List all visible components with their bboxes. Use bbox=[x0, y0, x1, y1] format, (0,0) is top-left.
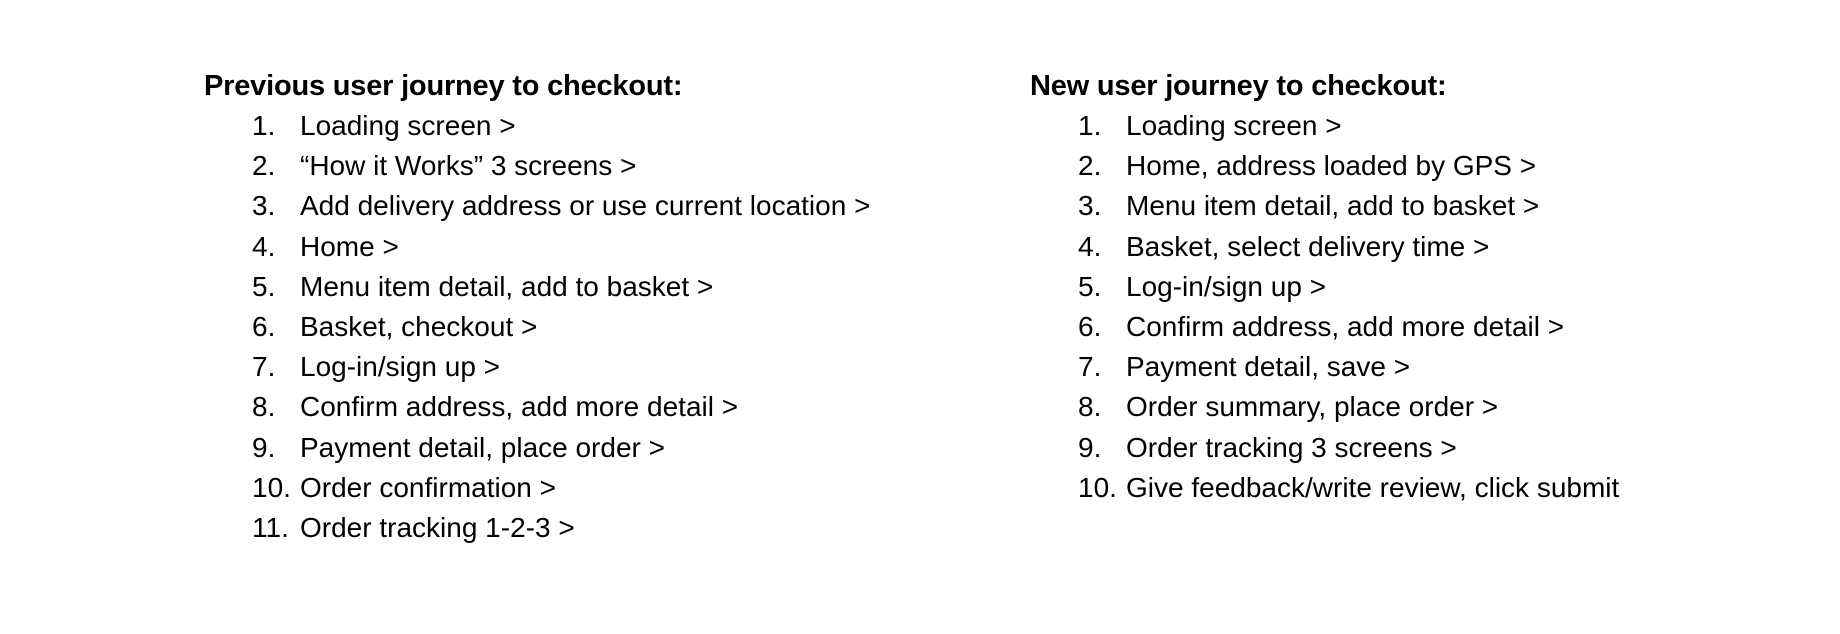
list-item bbox=[204, 508, 870, 548]
list-item bbox=[1030, 267, 1619, 307]
new-journey-list bbox=[1030, 106, 1619, 508]
list-item bbox=[204, 307, 870, 347]
item-text: Payment detail, place order > bbox=[300, 431, 665, 463]
item-number: 2. bbox=[1078, 150, 1102, 182]
list-item bbox=[204, 347, 870, 387]
item-text: Basket, checkout > bbox=[300, 311, 538, 343]
item-number: 8. bbox=[252, 391, 276, 423]
item-text: Order summary, place order > bbox=[1126, 391, 1499, 423]
new-journey-heading: New user journey to checkout: bbox=[1030, 70, 1447, 102]
item-number: 1. bbox=[252, 110, 276, 141]
item-text: Menu item detail, add to basket > bbox=[300, 270, 714, 302]
list-item bbox=[204, 387, 870, 427]
item-number: 10. bbox=[252, 471, 291, 503]
item-number: 9. bbox=[252, 431, 276, 463]
item-number: 1. bbox=[1078, 110, 1102, 141]
item-text: Basket, select delivery time > bbox=[1126, 230, 1490, 262]
list-item bbox=[1030, 146, 1619, 186]
list-item bbox=[1030, 227, 1619, 267]
item-text: Loading screen > bbox=[300, 110, 516, 141]
item-number: 4. bbox=[252, 230, 276, 262]
item-text: Order tracking 3 screens > bbox=[1126, 431, 1457, 463]
item-number: 5. bbox=[252, 270, 276, 302]
item-number: 2. bbox=[252, 150, 276, 182]
list-item bbox=[1030, 428, 1619, 468]
item-text: Add delivery address or use current location > bbox=[300, 190, 871, 222]
item-number: 3. bbox=[1078, 190, 1102, 222]
item-number: 7. bbox=[1078, 351, 1102, 383]
item-text: “How it Works” 3 screens > bbox=[300, 150, 637, 182]
item-text: Loading screen > bbox=[1126, 110, 1342, 141]
item-text: Give feedback/write review, click submit bbox=[1126, 471, 1620, 503]
item-text: Order confirmation > bbox=[300, 471, 556, 503]
list-item bbox=[204, 186, 870, 226]
list-item bbox=[204, 106, 870, 146]
item-text: Home > bbox=[300, 230, 399, 262]
item-text: Log-in/sign up > bbox=[1126, 270, 1327, 302]
item-number: 4. bbox=[1078, 230, 1102, 262]
item-number: 3. bbox=[252, 190, 276, 222]
item-text: Log-in/sign up > bbox=[300, 351, 501, 383]
list-item bbox=[204, 227, 870, 267]
item-number: 5. bbox=[1078, 270, 1102, 302]
item-text: Menu item detail, add to basket > bbox=[1126, 190, 1540, 222]
list-item bbox=[1030, 307, 1619, 347]
item-text: Home, address loaded by GPS > bbox=[1126, 150, 1537, 182]
previous-journey-heading: Previous user journey to checkout: bbox=[204, 70, 683, 102]
item-number: 9. bbox=[1078, 431, 1102, 463]
list-item bbox=[1030, 347, 1619, 387]
list-item bbox=[1030, 387, 1619, 427]
list-item bbox=[204, 428, 870, 468]
previous-journey-section bbox=[204, 66, 870, 548]
list-item bbox=[1030, 106, 1619, 146]
list-item bbox=[204, 468, 870, 508]
item-number: 6. bbox=[1078, 311, 1102, 343]
item-number: 8. bbox=[1078, 391, 1102, 423]
item-number: 6. bbox=[252, 311, 276, 343]
new-journey-section bbox=[1030, 66, 1619, 508]
item-text: Confirm address, add more detail > bbox=[300, 391, 739, 423]
previous-journey-list bbox=[204, 106, 870, 548]
list-item bbox=[1030, 468, 1619, 508]
item-text: Payment detail, save > bbox=[1126, 351, 1411, 383]
list-item bbox=[204, 267, 870, 307]
item-text: Confirm address, add more detail > bbox=[1126, 311, 1565, 343]
item-number: 7. bbox=[252, 351, 276, 383]
item-number: 11. bbox=[252, 512, 289, 544]
list-item bbox=[204, 146, 870, 186]
item-number: 10. bbox=[1078, 471, 1117, 503]
item-text: Order tracking 1-2-3 > bbox=[300, 512, 575, 544]
list-item bbox=[1030, 186, 1619, 226]
